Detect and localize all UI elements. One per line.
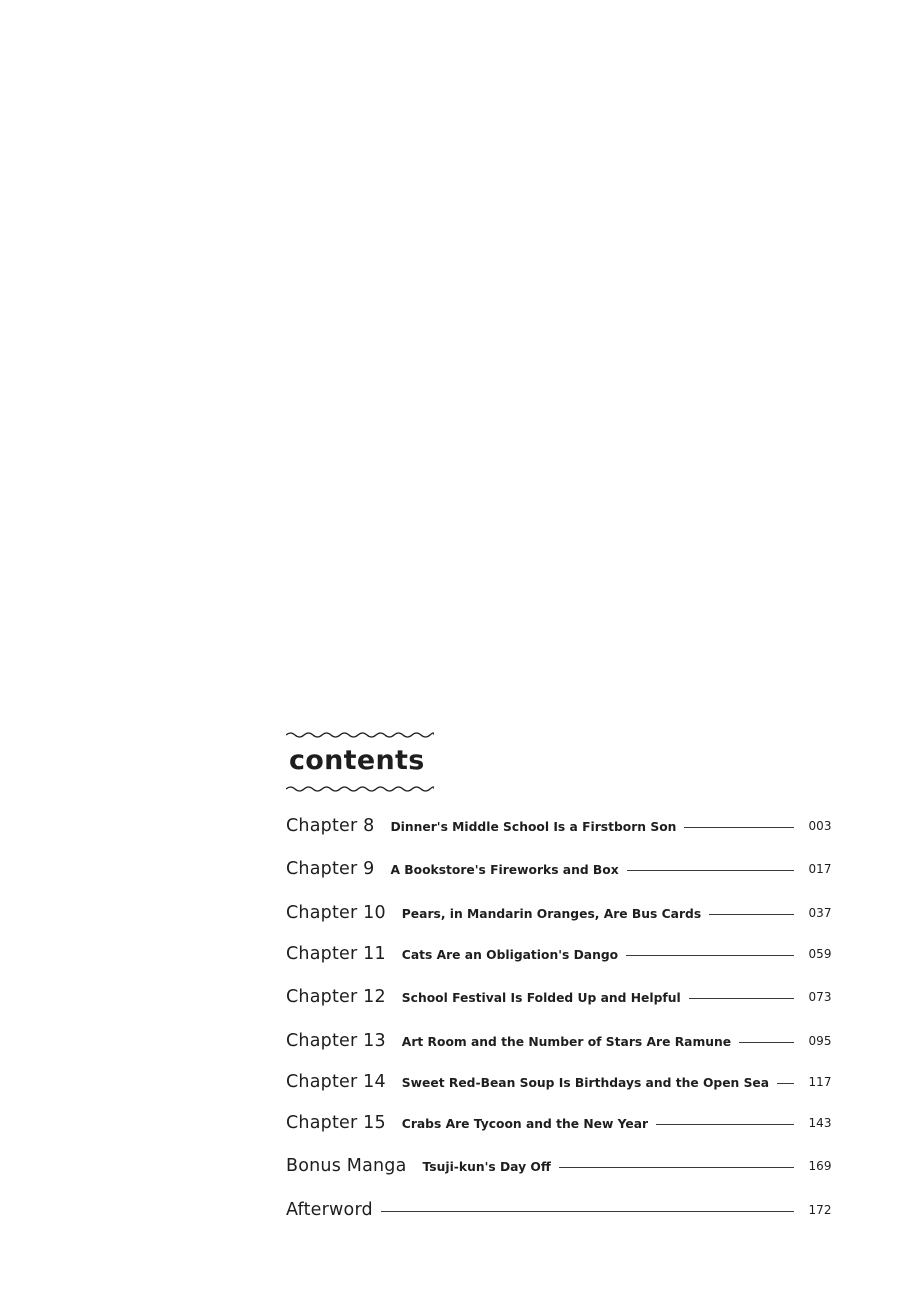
toc-entry-page: 059 [808, 947, 832, 961]
toc-entry-chapter-9 [286, 857, 838, 881]
toc-entry-chapter-10 [286, 901, 838, 925]
contents-title: contents [289, 745, 425, 776]
toc-entry-title: Dinner's Middle School Is a Firstborn Son [390, 820, 677, 834]
toc-entry-bonus-manga [286, 1154, 838, 1178]
leader-line [627, 870, 794, 871]
toc-entry-title: Art Room and the Number of Stars Are Ramune [401, 1035, 732, 1049]
toc-entry-title: Cats Are an Obligation's Dango [401, 948, 619, 962]
toc-entry-page: 073 [808, 990, 832, 1004]
toc-entry-title: Crabs Are Tycoon and the New Year [401, 1117, 649, 1131]
leader-line [709, 914, 794, 915]
toc-entry-label: Chapter 8 [286, 816, 375, 836]
toc-entry-page: 017 [808, 862, 832, 876]
wave-divider-bottom [286, 784, 434, 794]
toc-entry-chapter-8 [286, 814, 838, 838]
toc-entry-chapter-12 [286, 985, 838, 1009]
toc-entry-title: Pears, in Mandarin Oranges, Are Bus Cards [401, 907, 702, 921]
toc-entry-chapter-15 [286, 1111, 838, 1135]
leader-line [777, 1083, 794, 1084]
leader-line [684, 827, 794, 828]
leader-line [381, 1211, 794, 1212]
toc-entry-label: Afterword [286, 1200, 373, 1220]
toc-entry-label: Chapter 14 [286, 1072, 386, 1092]
leader-line [739, 1042, 794, 1043]
toc-entry-page: 143 [808, 1116, 832, 1130]
leader-line [559, 1167, 794, 1168]
toc-entry-label: Chapter 9 [286, 859, 375, 879]
toc-entry-chapter-13 [286, 1029, 838, 1053]
toc-entry-afterword [286, 1198, 838, 1222]
toc-entry-title: Sweet Red-Bean Soup Is Birthdays and the Open Sea [401, 1076, 770, 1090]
toc-entry-page: 117 [808, 1075, 832, 1089]
toc-entry-page: 095 [808, 1034, 832, 1048]
toc-entry-label: Chapter 15 [286, 1113, 386, 1133]
contents-heading-block [286, 730, 436, 794]
toc-entry-page: 169 [808, 1159, 832, 1173]
leader-line [656, 1124, 794, 1125]
leader-line [626, 955, 794, 956]
toc-entry-title: A Bookstore's Fireworks and Box [390, 863, 619, 877]
toc-entry-title: School Festival Is Folded Up and Helpful [401, 991, 681, 1005]
toc-entry-label: Bonus Manga [286, 1156, 407, 1176]
toc-entry-label: Chapter 11 [286, 944, 386, 964]
toc-entry-chapter-14 [286, 1070, 838, 1094]
toc-entry-page: 172 [808, 1203, 832, 1217]
toc-entry-title: Tsuji-kun's Day Off [422, 1160, 551, 1174]
toc-entry-label: Chapter 10 [286, 903, 386, 923]
toc-entry-page: 037 [808, 906, 832, 920]
wave-divider-top [286, 730, 434, 740]
toc-entry-label: Chapter 13 [286, 1031, 386, 1051]
toc-entry-chapter-11 [286, 942, 838, 966]
toc-entry-label: Chapter 12 [286, 987, 386, 1007]
leader-line [689, 998, 794, 999]
toc-entry-page: 003 [808, 819, 832, 833]
